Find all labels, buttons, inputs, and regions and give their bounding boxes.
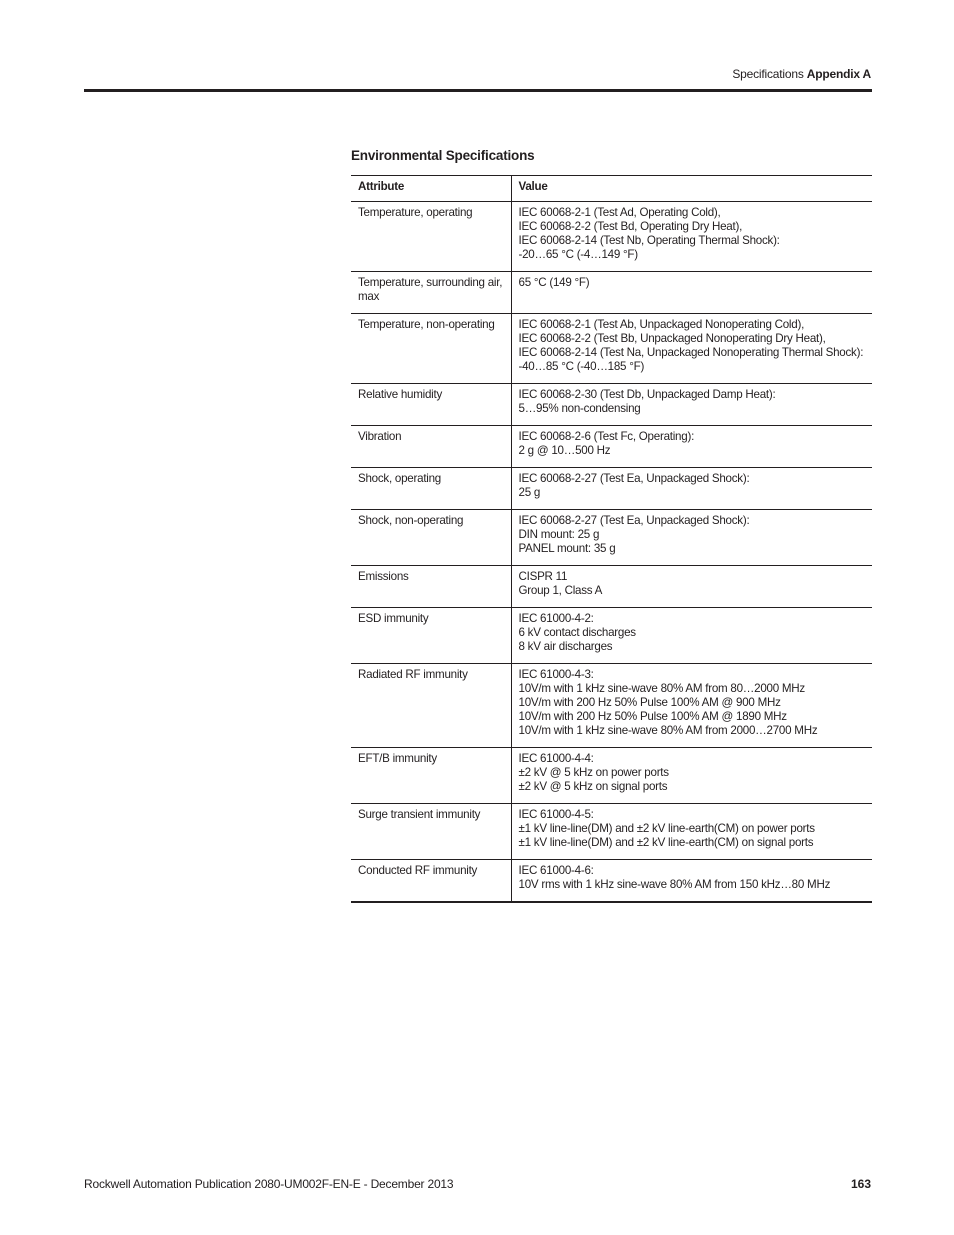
value-cell: [511, 804, 872, 860]
attribute-cell: Surge transient immunity: [351, 804, 511, 860]
value-line: CISPR 11: [518, 570, 568, 583]
value-cell: [511, 664, 872, 748]
footer-publication: Rockwell Automation Publication 2080-UM002F-EN-E - December 2013: [84, 1177, 454, 1191]
value-line: IEC 60068-2-14 (Test Nb, Operating Thermal Shock):: [518, 234, 780, 247]
value-line: PANEL mount: 35 g: [518, 542, 616, 555]
table-row: [351, 426, 872, 468]
table-row: [351, 860, 872, 903]
attribute-cell: Temperature, operating: [351, 202, 511, 272]
table-body: [351, 202, 872, 903]
value-line: -20…65 °C (-4…149 °F): [518, 248, 638, 261]
value-line: IEC 60068-2-14 (Test Na, Unpackaged Nonoperating Thermal Shock):: [518, 346, 864, 359]
value-line: IEC 60068-2-2 (Test Bd, Operating Dry Heat),: [518, 220, 743, 233]
value-line: ±1 kV line-line(DM) and ±2 kV line-earth(CM) on signal ports: [518, 836, 814, 849]
table-row: [351, 384, 872, 426]
value-cell: [511, 566, 872, 608]
value-line: DIN mount: 25 g: [518, 528, 600, 541]
table-row: [351, 608, 872, 664]
value-line: IEC 60068-2-1 (Test Ab, Unpackaged Nonoperating Cold),: [518, 318, 805, 331]
value-line: IEC 61000-4-4:: [518, 752, 594, 765]
value-line: IEC 61000-4-3:: [518, 668, 594, 681]
value-cell: [511, 748, 872, 804]
attribute-cell: Temperature, surrounding air, max: [351, 272, 511, 314]
value-line: 10V/m with 1 kHz sine-wave 80% AM from 2000…2700 MHz: [518, 724, 818, 737]
table-title: Environmental Specifications: [351, 148, 535, 163]
value-line: 25 g: [518, 486, 541, 499]
value-line: ±2 kV @ 5 kHz on signal ports: [518, 780, 668, 793]
attribute-cell: Emissions: [351, 566, 511, 608]
value-cell: [511, 468, 872, 510]
value-line: 10V rms with 1 kHz sine-wave 80% AM from 150 kHz…80 MHz: [518, 878, 831, 891]
attribute-cell: Relative humidity: [351, 384, 511, 426]
value-line: IEC 60068-2-27 (Test Ea, Unpackaged Shock):: [518, 472, 750, 485]
column-header-value: Value: [511, 176, 872, 202]
attribute-cell: Vibration: [351, 426, 511, 468]
header-section: Specifications: [732, 67, 804, 81]
value-line: IEC 60068-2-30 (Test Db, Unpackaged Damp Heat):: [518, 388, 776, 401]
attribute-cell: EFT/B immunity: [351, 748, 511, 804]
table-row: [351, 468, 872, 510]
value-line: 65 °C (149 °F): [518, 276, 590, 289]
value-line: IEC 60068-2-1 (Test Ad, Operating Cold),: [518, 206, 721, 219]
value-line: 2 g @ 10…500 Hz: [518, 444, 611, 457]
value-line: IEC 60068-2-6 (Test Fc, Operating):: [518, 430, 695, 443]
table-header-row: [351, 176, 872, 202]
value-line: 10V/m with 200 Hz 50% Pulse 100% AM @ 900 MHz: [518, 696, 781, 709]
value-line: 6 kV contact discharges: [518, 626, 636, 639]
value-line: IEC 61000-4-5:: [518, 808, 594, 821]
value-line: 8 kV air discharges: [518, 640, 613, 653]
table-row: [351, 566, 872, 608]
attribute-cell: Conducted RF immunity: [351, 860, 511, 903]
attribute-cell: Shock, non-operating: [351, 510, 511, 566]
value-cell: [511, 510, 872, 566]
table-row: [351, 664, 872, 748]
value-cell: [511, 384, 872, 426]
value-cell: [511, 608, 872, 664]
value-line: IEC 61000-4-2:: [518, 612, 594, 625]
column-header-attribute: Attribute: [351, 176, 511, 202]
value-cell: [511, 272, 872, 314]
value-cell: [511, 426, 872, 468]
header-rule: [84, 89, 872, 92]
value-line: 10V/m with 1 kHz sine-wave 80% AM from 80…2000 MHz: [518, 682, 805, 695]
value-line: IEC 61000-4-6:: [518, 864, 594, 877]
table-row: [351, 510, 872, 566]
attribute-cell: ESD immunity: [351, 608, 511, 664]
table-row: [351, 748, 872, 804]
value-line: Group 1, Class A: [518, 584, 603, 597]
value-cell: [511, 314, 872, 384]
value-line: IEC 60068-2-27 (Test Ea, Unpackaged Shock):: [518, 514, 750, 527]
value-line: 5…95% non-condensing: [518, 402, 641, 415]
environmental-specifications-table: [351, 175, 872, 903]
value-line: -40…85 °C (-40…185 °F): [518, 360, 645, 373]
page-number: 163: [850, 1177, 871, 1191]
header-appendix: Appendix A: [806, 67, 871, 81]
value-line: ±1 kV line-line(DM) and ±2 kV line-earth(CM) on power ports: [518, 822, 815, 835]
value-line: 10V/m with 200 Hz 50% Pulse 100% AM @ 1890 MHz: [518, 710, 787, 723]
value-line: ±2 kV @ 5 kHz on power ports: [518, 766, 669, 779]
table-row: [351, 202, 872, 272]
attribute-cell: Radiated RF immunity: [351, 664, 511, 748]
running-header: [732, 67, 871, 81]
table-row: [351, 804, 872, 860]
attribute-cell: Shock, operating: [351, 468, 511, 510]
value-cell: [511, 860, 872, 903]
value-line: IEC 60068-2-2 (Test Bb, Unpackaged Nonoperating Dry Heat),: [518, 332, 826, 345]
table-row: [351, 314, 872, 384]
table-row: [351, 272, 872, 314]
attribute-cell: Temperature, non-operating: [351, 314, 511, 384]
value-cell: [511, 202, 872, 272]
